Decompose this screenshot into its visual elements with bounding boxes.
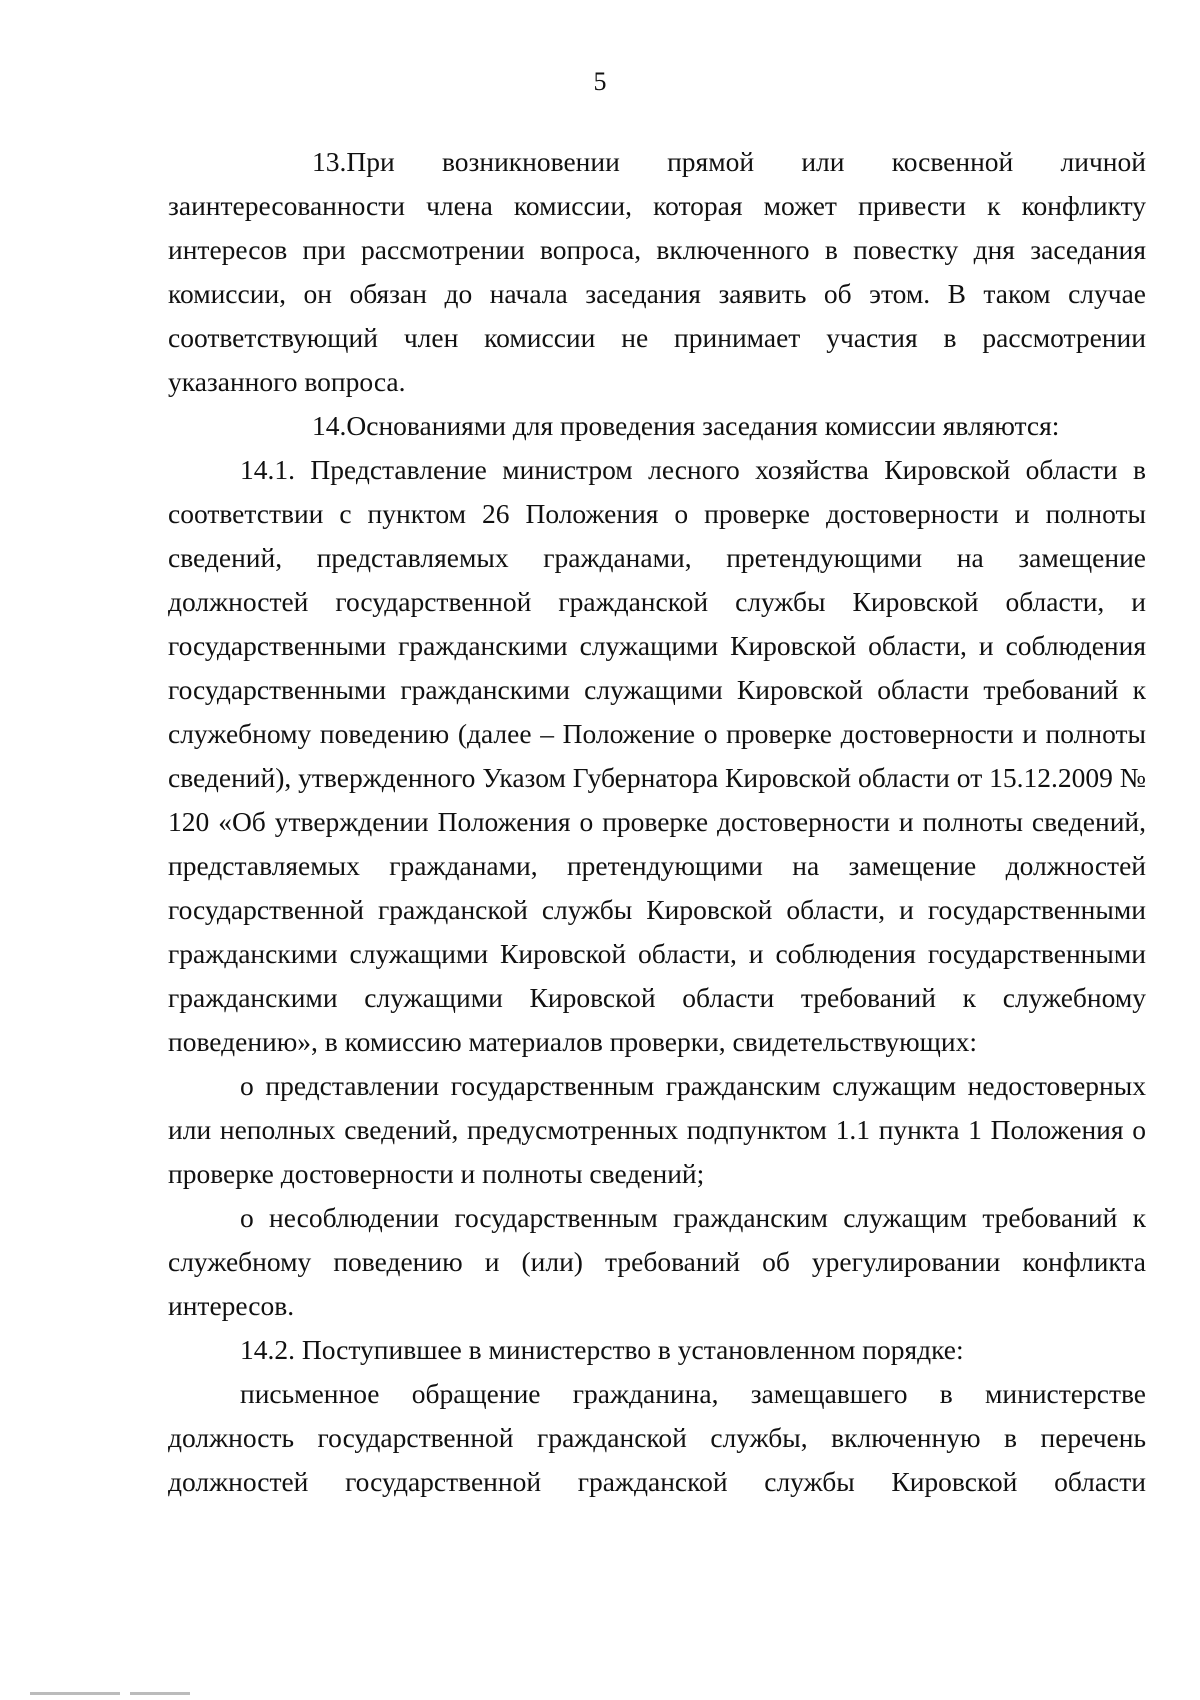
paragraph-14-1 xyxy=(168,448,1146,1064)
paragraph-number: 14. xyxy=(312,410,347,441)
page-number: 5 xyxy=(593,67,607,96)
scan-edge-mark xyxy=(130,1692,190,1695)
paragraph-13 xyxy=(168,140,1146,404)
paragraph-text: Основаниями для проведения заседания комиссии являются: xyxy=(346,410,1060,441)
paragraph-text: о несоблюдении государственным гражданским служащим требований к служебному поведению и (или) требований об урегулировании конфликта интересов. xyxy=(168,1202,1146,1321)
paragraph-text: 14.2. Поступившее в министерство в установленном порядке: xyxy=(240,1334,964,1365)
paragraph-text: о представлении государственным гражданским служащим недостоверных или неполных сведений, предусмотренных подпунктом 1.1 пункта 1 Положения о проверке достоверности и полноты сведений; xyxy=(168,1070,1146,1189)
paragraph-14-2-item-a xyxy=(168,1372,1146,1504)
paragraph-text: 14.1. Представление министром лесного хозяйства Кировской области в соответствии с пунктом 26 Положения о проверке достоверности и полноты сведений, представляемых гражданами, претендующими на замещение должностей государственной гражданской службы Кировской области, и государственными гражданскими служащими Кировской области, и соблюдения государственными гражданскими служащими Кировской области требований к служебному поведению (далее – Положение о проверке достоверности и полноты сведений), утвержденного Указом Губернатора Кировской области от 15.12.2009 № 120 «Об утверждении Положения о проверке достоверности и полноты сведений, представляемых гражданами, претендующими на замещение должностей государственной гражданской службы Кировской области, и государственными гражданскими служащими Кировской области, и соблюдения государственными гражданскими служащими Кировской области требований к служебному поведению», в комиссию материалов проверки, свидетельствующих: xyxy=(168,454,1146,1057)
paragraph-number: 13. xyxy=(312,146,347,177)
paragraph-text: письменное обращение гражданина, замещавшего в министерстве должность государственной гражданской службы, включенную в перечень должностей государственной гражданской службы Кировской области xyxy=(168,1378,1146,1497)
paragraph-14-1-item-a xyxy=(168,1064,1146,1196)
document-body xyxy=(168,140,1146,1504)
scan-edge-mark xyxy=(30,1692,120,1695)
paragraph-text: При возникновении прямой или косвенной личной заинтересованности члена комиссии, которая может привести к конфликту интересов при рассмотрении вопроса, включенного в повестку дня заседания комиссии, он обязан до начала заседания заявить об этом. В таком случае соответствующий член комиссии не принимает участия в рассмотрении указанного вопроса. xyxy=(168,146,1146,397)
paragraph-14-1-item-b xyxy=(168,1196,1146,1328)
paragraph-14 xyxy=(168,404,1146,448)
paragraph-14-2 xyxy=(168,1328,1146,1372)
